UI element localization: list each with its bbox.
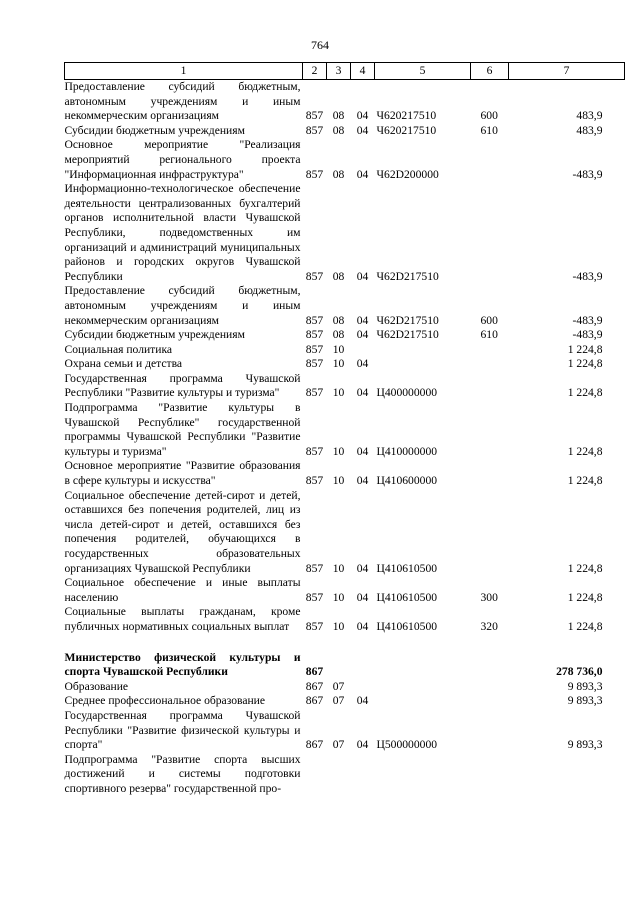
- row-name: Среднее профессиональное образование: [64, 694, 266, 708]
- row-grbs-code: 857: [305, 109, 324, 123]
- row-section-code: 10: [332, 619, 345, 633]
- row-amount: 1 224,8: [567, 561, 603, 575]
- row-expense-type: [471, 138, 509, 182]
- row-section-code: 07: [332, 738, 345, 752]
- row-name: Подпрограмма "Развитие спорта высших достижений и системы подготовки спортивного резерва" государственной про-: [64, 752, 301, 795]
- row-section-code: [327, 651, 351, 680]
- row-amount: -483,9: [572, 328, 603, 342]
- row-subsection-code: 04: [356, 109, 369, 123]
- row-subsection-code: 04: [356, 313, 369, 327]
- row-section-code: 08: [332, 123, 345, 137]
- row-target-article: [375, 651, 471, 680]
- table-row: [65, 576, 625, 605]
- row-expense-type: 320: [480, 619, 498, 633]
- row-amount: 9 893,3: [567, 738, 603, 752]
- spacer-row: [65, 635, 625, 651]
- row-grbs-code: 857: [305, 167, 324, 181]
- row-amount: 1 224,8: [567, 357, 603, 371]
- header-cell-6: 6: [471, 63, 509, 80]
- table-row: [65, 138, 625, 182]
- row-grbs-code: 867: [305, 665, 324, 679]
- table-row: [65, 80, 625, 124]
- row-target-article: Ц410610500: [376, 561, 438, 575]
- row-target-article: [375, 694, 471, 709]
- row-subsection-code: 04: [356, 590, 369, 604]
- row-expense-type: [471, 694, 509, 709]
- row-amount: 483,9: [576, 123, 603, 137]
- row-section-code: 07: [332, 679, 345, 693]
- row-expense-type: [471, 651, 509, 680]
- row-amount: 9 893,3: [567, 694, 603, 708]
- row-name: Охрана семьи и детства: [64, 357, 183, 371]
- row-name: Социальное обеспечение и иные выплаты населению: [64, 576, 301, 604]
- table-row: [65, 680, 625, 695]
- row-name: Основное мероприятие "Развитие образования в сфере культуры и искусства": [64, 459, 301, 488]
- row-expense-type: [471, 357, 509, 372]
- row-expense-type: 610: [480, 328, 498, 342]
- row-name: Основное мероприятие "Реализация мероприятий регионального проекта "Информационная инфраструктура": [64, 138, 301, 181]
- row-section-code: 10: [332, 590, 345, 604]
- row-subsection-code: 04: [356, 444, 369, 458]
- row-grbs-code: 857: [305, 474, 324, 488]
- row-grbs-code: 867: [305, 694, 324, 708]
- row-target-article: Ц500000000: [376, 738, 438, 752]
- table-body: [65, 80, 625, 797]
- row-expense-type: 600: [480, 109, 498, 123]
- row-section-code: 10: [332, 561, 345, 575]
- row-grbs-code: 857: [305, 342, 324, 356]
- row-subsection-code: [351, 343, 375, 358]
- row-expense-type: 300: [480, 590, 498, 604]
- row-subsection-code: 04: [356, 386, 369, 400]
- row-target-article: Ч62D217510: [376, 328, 439, 342]
- header-cell-7: 7: [509, 63, 625, 80]
- row-amount: 1 224,8: [567, 342, 603, 356]
- row-amount: -483,9: [572, 313, 603, 327]
- row-expense-type: [471, 182, 509, 284]
- row-section-code: 10: [332, 474, 345, 488]
- row-target-article: Ц400000000: [376, 386, 438, 400]
- row-subsection-code: [351, 651, 375, 680]
- row-target-article: [375, 680, 471, 695]
- row-amount: [509, 753, 625, 797]
- row-grbs-code: 867: [305, 738, 324, 752]
- row-subsection-code: 04: [356, 269, 369, 283]
- row-name: Субсидии бюджетным учреждениям: [64, 328, 245, 342]
- header-cell-2: 2: [303, 63, 327, 80]
- row-name: Образование: [64, 679, 129, 693]
- row-subsection-code: 04: [356, 694, 369, 708]
- table-row: [65, 459, 625, 488]
- row-expense-type: 600: [480, 313, 498, 327]
- row-target-article: Ч62D217510: [376, 313, 439, 327]
- row-name: Социальные выплаты гражданам, кроме публичных нормативных социальных выплат: [64, 605, 301, 633]
- row-section-code: 10: [332, 444, 345, 458]
- row-grbs-code: 857: [305, 123, 324, 137]
- table-row: [65, 124, 625, 139]
- row-name: Предоставление субсидий бюджетным, автономным учреждениям и иным некоммерческим организациям: [64, 284, 301, 327]
- row-expense-type: 610: [480, 123, 498, 137]
- row-amount: 483,9: [576, 109, 603, 123]
- table-row: [65, 401, 625, 459]
- row-name: Государственная программа Чувашской Республики "Развитие культуры и туризма": [64, 371, 301, 400]
- row-name: Информационно-технологическое обеспечение деятельности централизованных бухгалтерий органов исполнительной власти Чувашской Республики, подведомственных им организаций и администраций муниципальных районов и городских округов Чувашской Республики: [64, 182, 301, 283]
- row-section-code: 08: [332, 269, 345, 283]
- row-amount: 1 224,8: [567, 590, 603, 604]
- table-row: [65, 372, 625, 401]
- row-subsection-code: [351, 753, 375, 797]
- row-target-article: Ч62D217510: [376, 269, 439, 283]
- table-row: [65, 489, 625, 577]
- row-expense-type: [471, 459, 509, 488]
- row-section-code: 08: [332, 109, 345, 123]
- row-name: Субсидии бюджетным учреждениям: [64, 123, 245, 137]
- row-grbs-code: 857: [305, 328, 324, 342]
- header-cell-3: 3: [327, 63, 351, 80]
- row-target-article: Ц410600000: [376, 474, 438, 488]
- header-cell-5: 5: [375, 63, 471, 80]
- row-amount: 1 224,8: [567, 474, 603, 488]
- row-grbs-code: 857: [305, 357, 324, 371]
- row-target-article: [375, 343, 471, 358]
- row-name: Министерство физической культуры и спорта Чувашской Республики: [64, 650, 301, 679]
- row-section-code: 08: [332, 328, 345, 342]
- row-grbs-code: 857: [305, 269, 324, 283]
- row-subsection-code: 04: [356, 328, 369, 342]
- table-row: [65, 343, 625, 358]
- row-subsection-code: 04: [356, 474, 369, 488]
- row-expense-type: [471, 680, 509, 695]
- row-amount: 1 224,8: [567, 619, 603, 633]
- table-row: [65, 182, 625, 284]
- row-section-code: 10: [332, 342, 345, 356]
- row-grbs-code: [303, 753, 327, 797]
- row-section-code: [327, 753, 351, 797]
- table-row: [65, 357, 625, 372]
- row-subsection-code: 04: [356, 357, 369, 371]
- row-name: Предоставление субсидий бюджетным, автономным учреждениям и иным некоммерческим организациям: [64, 80, 301, 123]
- row-target-article: Ч62D200000: [376, 167, 439, 181]
- row-grbs-code: 857: [305, 590, 324, 604]
- row-section-code: 07: [332, 694, 345, 708]
- row-name: Социальная политика: [64, 342, 173, 356]
- table-row: [65, 605, 625, 634]
- row-amount: 1 224,8: [567, 386, 603, 400]
- row-grbs-code: 857: [305, 444, 324, 458]
- row-section-code: 08: [332, 167, 345, 181]
- header-cell-4: 4: [351, 63, 375, 80]
- row-expense-type: [471, 401, 509, 459]
- table-row: [65, 753, 625, 797]
- row-name: Государственная программа Чувашской Республики "Развитие физической культуры и спорта": [64, 708, 301, 752]
- row-expense-type: [471, 489, 509, 577]
- row-target-article: Ч620217510: [376, 123, 437, 137]
- page-number: 764: [311, 38, 329, 52]
- row-subsection-code: 04: [356, 738, 369, 752]
- row-grbs-code: 857: [305, 561, 324, 575]
- row-target-article: [375, 357, 471, 372]
- row-subsection-code: 04: [356, 123, 369, 137]
- header-cell-1: 1: [65, 63, 303, 80]
- table-row: [65, 284, 625, 328]
- row-grbs-code: 857: [305, 313, 324, 327]
- row-target-article: Ц410610500: [376, 590, 438, 604]
- row-amount: 278 736,0: [556, 665, 603, 679]
- row-subsection-code: 04: [356, 167, 369, 181]
- row-name: Подпрограмма "Развитие культуры в Чувашской Республике" государственной программы Чувашской Республики "Развитие культуры и туризма": [64, 401, 301, 458]
- spacer-cell: [65, 635, 625, 651]
- row-amount: 1 224,8: [567, 444, 603, 458]
- row-subsection-code: 04: [356, 619, 369, 633]
- row-section-code: 08: [332, 313, 345, 327]
- row-grbs-code: 857: [305, 619, 324, 633]
- table-row: [65, 694, 625, 709]
- row-name: Социальное обеспечение детей-сирот и детей, оставшихся без попечения родителей, лиц из числа детей-сирот и детей, оставшихся без попечения родителей, обучающихся в государственных образовательных организациях Чувашской Республики: [64, 488, 301, 575]
- row-target-article: Ц410610500: [376, 619, 438, 633]
- table-row: [65, 328, 625, 343]
- row-expense-type: [471, 753, 509, 797]
- row-subsection-code: [351, 680, 375, 695]
- row-grbs-code: 867: [305, 679, 324, 693]
- budget-table: [64, 62, 625, 797]
- row-expense-type: [471, 372, 509, 401]
- row-amount: -483,9: [572, 167, 603, 181]
- table-row: [65, 651, 625, 680]
- row-grbs-code: 857: [305, 386, 324, 400]
- header-row: [65, 63, 625, 80]
- row-expense-type: [471, 709, 509, 753]
- row-subsection-code: 04: [356, 561, 369, 575]
- row-expense-type: [471, 343, 509, 358]
- row-amount: -483,9: [572, 269, 603, 283]
- row-section-code: 10: [332, 386, 345, 400]
- row-target-article: Ч620217510: [376, 109, 437, 123]
- row-section-code: 10: [332, 357, 345, 371]
- row-amount: 9 893,3: [567, 679, 603, 693]
- row-target-article: Ц410000000: [376, 444, 438, 458]
- table-row: [65, 709, 625, 753]
- row-target-article: [375, 753, 471, 797]
